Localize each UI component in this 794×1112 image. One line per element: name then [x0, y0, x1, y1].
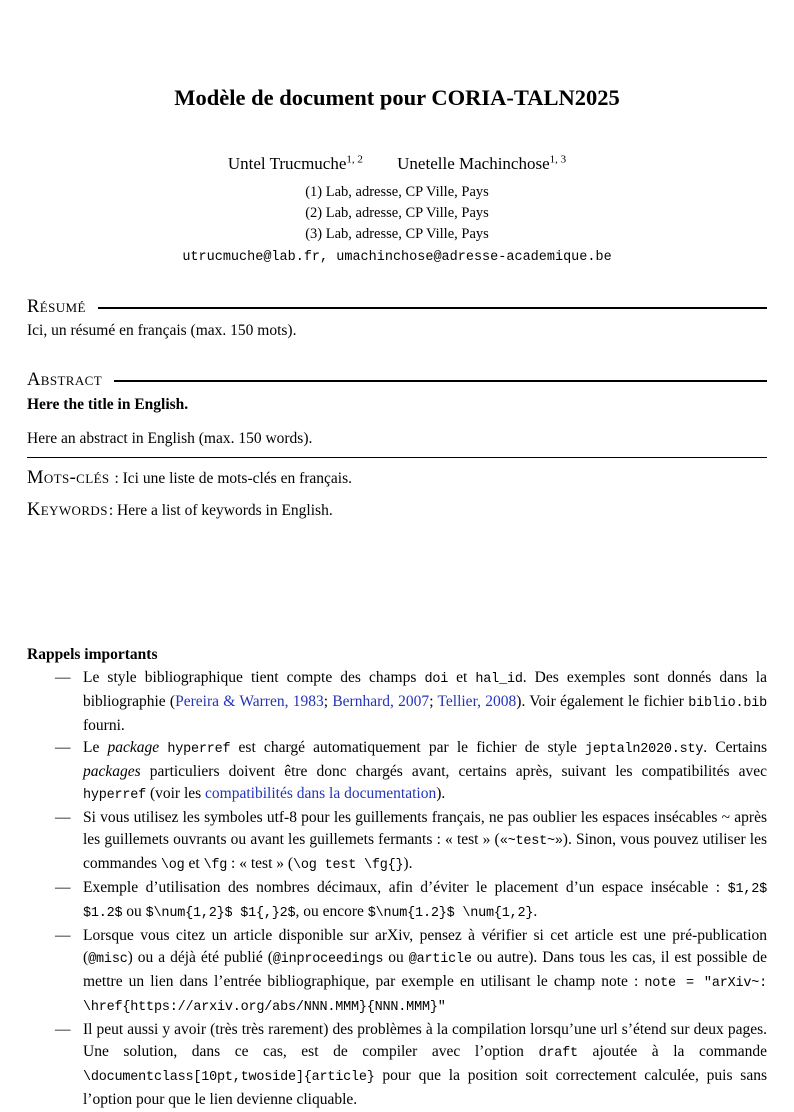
text-span: ). Sinon, vous pouvez utiliser les commandes: [83, 831, 767, 872]
motscles-text: Ici une liste de mots-clés en français.: [122, 470, 353, 487]
resume-label: Résumé: [27, 297, 86, 317]
bullet-dash: —: [55, 809, 71, 826]
bullet-dash: —: [55, 739, 71, 756]
text-span: Il peut aussi y avoir (très très rarement) des problèmes à la compilation lorsqu’une url s’étend sur deux pages. Une solution, dans ce cas, est de compiler avec l’option: [83, 1021, 767, 1060]
hyperlink[interactable]: , 2007: [390, 693, 430, 710]
list-item: [55, 807, 767, 877]
list-item-text: [83, 1021, 767, 1108]
text-span: ou autre). Dans tous les cas, il est possible de mettre un lien dans l’entrée bibliographique, par exemple en utilisant le champ note :: [83, 949, 768, 990]
keywords-line: [27, 499, 767, 522]
motscles-separator: :: [110, 470, 123, 487]
code-span: biblio.bib: [688, 696, 768, 711]
motscles-line: [27, 467, 767, 490]
text-span: , ou encore: [295, 903, 368, 920]
authors-line: [27, 153, 767, 175]
text-span: fourni.: [83, 717, 125, 734]
affiliation-line-1: (1) Lab, adresse, CP Ville, Pays: [305, 184, 489, 200]
code-span: doi: [424, 672, 449, 687]
affiliation-line-3: (3) Lab, adresse, CP Ville, Pays: [305, 226, 489, 242]
code-span: $\num{1,2}$ $1{,}2$: [145, 906, 296, 921]
text-span: particuliers doivent être donc chargés avant, certains après, suivant les compatibilités avec: [140, 763, 767, 780]
text-span: ;: [429, 693, 438, 710]
code-span: «~test~»: [499, 834, 563, 849]
text-span: ).: [403, 855, 413, 872]
text-span: ;: [323, 693, 333, 710]
resume-rule: [98, 307, 767, 308]
keywords-label: Keywords: [27, 500, 108, 520]
paper-title: Modèle de document pour CORIA-TALN2025: [174, 85, 620, 110]
code-span: hyperref: [83, 788, 147, 803]
text-span: ). Voir également le fichier: [516, 693, 689, 710]
code-span: draft: [538, 1046, 578, 1061]
list-item-text: [83, 669, 767, 734]
bullet-dash: —: [55, 879, 71, 896]
author-1-superscript: 1, 2: [346, 153, 363, 166]
code-span: @article: [408, 952, 472, 967]
list-item: [55, 1019, 767, 1111]
list-item-text: [83, 739, 767, 802]
author-2: [397, 153, 566, 175]
list-item: [55, 737, 767, 807]
hyperlink[interactable]: compatibilités dans la documentation: [205, 785, 437, 802]
text-span: Exemple d’utilisation des nombres décimaux, afin d’éviter le placement d’un espace insécable :: [83, 879, 728, 896]
reminder-list: [27, 667, 767, 1111]
keywords-text: Here a list of keywords in English.: [117, 502, 333, 519]
text-span: est chargé automatiquement par le fichier de style: [230, 739, 586, 756]
hyperlink[interactable]: Tellier: [437, 693, 478, 710]
text-span: pour que la position soit correctement calculée, puis sans l’option pour que le lien devienne cliquable.: [83, 1067, 767, 1108]
text-span: Le style bibliographique tient compte des champs: [83, 669, 425, 686]
affiliation-line-2: (2) Lab, adresse, CP Ville, Pays: [305, 205, 489, 221]
motscles-label: Mots-clés: [27, 468, 110, 488]
text-span: packages: [83, 763, 141, 780]
text-span: Le: [83, 739, 108, 756]
english-title: Here the title in English.: [27, 396, 189, 413]
list-item: [55, 877, 767, 925]
list-item-text: [83, 879, 767, 920]
list-item-text: [83, 809, 767, 872]
list-item: [55, 667, 768, 737]
code-span: \og: [160, 858, 185, 873]
hyperlink[interactable]: , 1983: [284, 693, 324, 710]
text-span: (voir les: [146, 785, 206, 802]
abstract-section-header: [27, 369, 767, 391]
text-span: et: [448, 669, 476, 686]
bullet-dash: —: [55, 1021, 71, 1038]
abstract-rule: [114, 380, 767, 381]
hyperlink[interactable]: Pereira & Warren: [175, 693, 285, 710]
code-span: \documentclass[10pt,twoside]{article}: [83, 1070, 375, 1085]
code-span: \fg: [203, 858, 228, 873]
code-span: jeptaln2020.sty: [585, 742, 704, 757]
bullet-dash: —: [55, 927, 71, 944]
text-span: .: [533, 903, 538, 920]
text-span: Si vous utilisez les symboles utf-8 pour les guillements français, ne pas oublier les espaces insécables ~ après les guillemets ouvrants ou avant les guillemets fermants : « test » (: [83, 809, 767, 848]
author-2-superscript: 1, 3: [549, 153, 567, 166]
text-span: package: [107, 739, 160, 756]
author-1: [228, 153, 363, 175]
text-span: : « test » (: [227, 855, 294, 872]
text-span: . Des exemples sont donnés dans la bibliographie (: [83, 669, 767, 710]
resume-section-header: [27, 296, 767, 318]
resume-text: Ici, un résumé en français (max. 150 mots).: [27, 322, 297, 339]
abstract-label: Abstract: [27, 370, 103, 390]
code-span: $\num{1.2}$ \num{1,2}: [367, 906, 534, 921]
code-span: @misc: [88, 952, 128, 967]
author-1-name: Untel Trucmuche: [227, 154, 347, 173]
text-span: ).: [436, 785, 446, 802]
code-span: @inproceedings: [272, 952, 384, 967]
keywords-separator: :: [108, 502, 118, 519]
text-span: et: [184, 855, 204, 872]
author-2-name: Unetelle Machinchose: [397, 154, 550, 173]
list-item-text: [83, 927, 767, 1014]
code-span: hyperref: [167, 742, 231, 757]
list-item: [55, 925, 768, 1019]
text-span: Lorsque vous citez un article disponible sur arXiv, pensez à vérifier si cet article est une pré-publication (: [83, 927, 767, 966]
hyperlink[interactable]: , 2008: [477, 693, 517, 710]
bullet-dash: —: [55, 669, 71, 686]
author-emails: utrucmuche@lab.fr, umachinchose@adresse-academique.be: [182, 250, 612, 265]
code-span: hal_id: [475, 672, 523, 687]
code-span: \og test \fg{}: [293, 858, 404, 873]
text-span: . Certains: [703, 739, 767, 756]
hyperlink[interactable]: Bernhard: [332, 693, 391, 710]
text-span: ou: [122, 903, 146, 920]
text-span: ) ou a déjà été publié (: [127, 949, 273, 966]
text-span: ou: [383, 949, 409, 966]
abstract-text: Here an abstract in English (max. 150 words).: [27, 428, 767, 458]
code-span: note = "arXiv~: \href{https://arxiv.org/abs/NNN.MMM}{NNN.MMM}": [83, 976, 767, 1015]
text-span: ajoutée à la commande: [577, 1043, 767, 1060]
code-span: $1,2$ $1.2$: [83, 882, 767, 921]
section-heading-rappels: Rappels importants: [27, 646, 158, 663]
